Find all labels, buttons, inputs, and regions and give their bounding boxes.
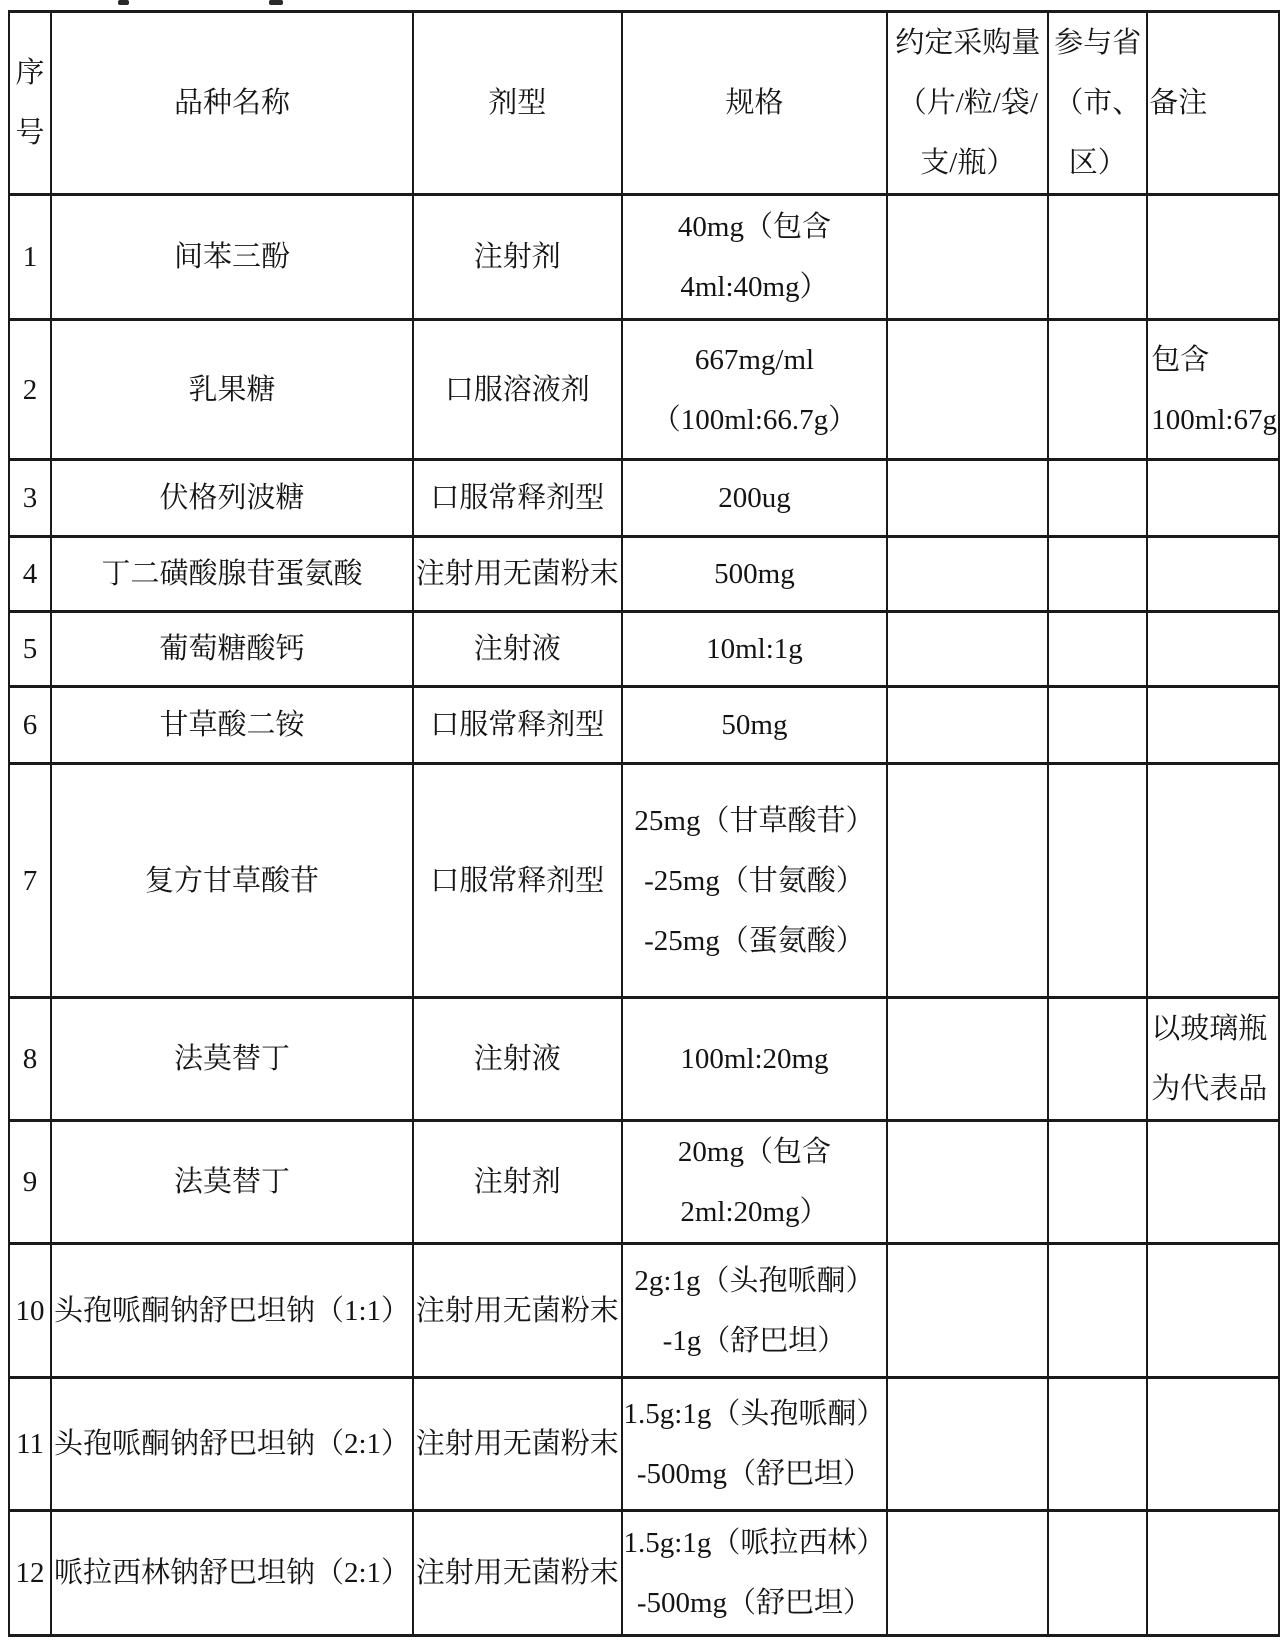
cell-remark: [1147, 195, 1279, 320]
cell-text-line: -500mg（舒巴坦）: [636, 1587, 873, 1619]
cell-text-line: 200ug: [718, 482, 791, 514]
cell-dosage-form: [413, 537, 622, 612]
cell-provinces: [1048, 764, 1147, 998]
clipped-title-fragment: [118, 0, 129, 5]
cell-remark: [1147, 687, 1279, 764]
column-header-spec: [622, 12, 888, 195]
cell-text-line: 法莫替丁: [173, 1043, 290, 1075]
cell-dosage-form: [413, 195, 622, 320]
cell-spec: [622, 460, 888, 537]
cell-provinces: [1048, 460, 1147, 537]
cell-spec: [622, 1121, 888, 1244]
cell-remark: [1147, 764, 1279, 998]
cell-quantity: [887, 195, 1048, 320]
cell-text-line: 3: [22, 482, 38, 514]
cell-index: [9, 1511, 51, 1636]
cell-text-line: 10ml:1g: [706, 633, 803, 665]
cell-spec: [622, 537, 888, 612]
cell-quantity: [887, 1378, 1048, 1511]
table-row: [9, 612, 1279, 687]
cell-name: [51, 460, 413, 537]
cell-quantity: [887, 998, 1048, 1121]
table-row: [9, 998, 1279, 1121]
cell-dosage-form: [413, 320, 622, 460]
cell-name: [51, 320, 413, 460]
cell-text-line: 2g:1g（头孢哌酮）: [634, 1264, 875, 1297]
table-row: [9, 195, 1279, 320]
cell-text-line: 葡萄糖酸钙: [159, 633, 305, 665]
cell-text-line: 500mg: [714, 558, 795, 590]
cell-text-line: 11: [16, 1428, 45, 1460]
cell-text-line: 头孢哌酮钠舒巴坦钠（1:1）: [53, 1294, 410, 1327]
table-row: [9, 1244, 1279, 1378]
cell-text-line: 1.5g:1g（头孢哌酮）: [623, 1398, 886, 1430]
cell-text-line: （片/粒/袋/: [897, 87, 1038, 119]
clipped-title-fragment: [269, 0, 283, 5]
cell-provinces: [1048, 195, 1147, 320]
cell-remark: [1147, 1378, 1279, 1511]
cell-text-line: 注射剂: [473, 241, 561, 273]
cell-dosage-form: [413, 687, 622, 764]
cell-text-line: 口服溶液剂: [444, 373, 590, 406]
cell-text-line: 头孢哌酮钠舒巴坦钠（2:1）: [53, 1428, 410, 1460]
cell-name: [51, 1378, 413, 1511]
cell-remark: [1147, 612, 1279, 687]
cell-dosage-form: [413, 1121, 622, 1244]
cell-quantity: [887, 537, 1048, 612]
column-header-remark: [1147, 12, 1279, 195]
cell-spec: [622, 1244, 888, 1378]
cell-text-line: 规格: [725, 87, 784, 119]
column-header-index: [9, 12, 51, 195]
cell-text-line: 10: [15, 1294, 45, 1327]
cell-dosage-form: [413, 998, 622, 1121]
cell-index: [9, 612, 51, 687]
cell-text-line: 100ml:67g: [1151, 403, 1277, 436]
cell-text-line: 以玻璃瓶: [1151, 1013, 1268, 1045]
cell-name: [51, 195, 413, 320]
table-row: [9, 537, 1279, 612]
table-row: [9, 1511, 1279, 1636]
cell-index: [9, 537, 51, 612]
cell-text-line: 2: [22, 373, 38, 406]
cell-text-line: 12: [15, 1557, 45, 1589]
cell-spec: [622, 612, 888, 687]
cell-text-line: 8: [22, 1043, 38, 1075]
cell-text-line: 丁二磺酸腺苷蛋氨酸: [101, 558, 363, 590]
cell-index: [9, 1121, 51, 1244]
cell-provinces: [1048, 1244, 1147, 1378]
cell-spec: [622, 1511, 888, 1636]
table-body: [9, 195, 1279, 1636]
cell-provinces: [1048, 687, 1147, 764]
cell-index: [9, 1244, 51, 1378]
cell-text-line: 约定采购量: [895, 27, 1041, 59]
cell-text-line: 区）: [1068, 147, 1127, 179]
column-header-quantity: [887, 12, 1048, 195]
cell-quantity: [887, 687, 1048, 764]
cell-quantity: [887, 1244, 1048, 1378]
cell-text-line: -1g（舒巴坦）: [662, 1324, 847, 1357]
cell-name: [51, 998, 413, 1121]
cell-name: [51, 1511, 413, 1636]
cell-text-line: 间苯三酚: [173, 241, 290, 273]
table-row: [9, 460, 1279, 537]
cell-text-line: 伏格列波糖: [159, 482, 305, 514]
cell-name: [51, 612, 413, 687]
cell-text-line: 注射用无菌粉末: [415, 1557, 619, 1589]
cell-text-line: 4ml:40mg）: [680, 271, 829, 303]
cell-text-line: 乳果糖: [188, 373, 276, 406]
cell-spec: [622, 195, 888, 320]
cell-text-line: 号: [15, 117, 45, 149]
cell-text-line: （100ml:66.7g）: [651, 403, 858, 436]
cell-text-line: 备注: [1149, 87, 1208, 119]
cell-text-line: 支/瓶）: [920, 147, 1016, 179]
table-row: [9, 764, 1279, 998]
cell-provinces: [1048, 1511, 1147, 1636]
cell-provinces: [1048, 320, 1147, 460]
cell-remark: [1147, 998, 1279, 1121]
cell-provinces: [1048, 1378, 1147, 1511]
cell-dosage-form: [413, 1378, 622, 1511]
cell-text-line: 为代表品: [1151, 1073, 1268, 1105]
cell-remark: [1147, 460, 1279, 537]
cell-provinces: [1048, 537, 1147, 612]
cell-name: [51, 687, 413, 764]
cell-index: [9, 195, 51, 320]
cell-text-line: 哌拉西林钠舒巴坦钠（2:1）: [53, 1557, 410, 1589]
column-header-name: [51, 12, 413, 195]
cell-text-line: 100ml:20mg: [680, 1043, 829, 1075]
column-header-provinces: [1048, 12, 1147, 195]
cell-text-line: 注射用无菌粉末: [415, 1294, 619, 1327]
cell-name: [51, 537, 413, 612]
cell-spec: [622, 1378, 888, 1511]
cell-text-line: 1.5g:1g（哌拉西林）: [623, 1527, 886, 1559]
cell-index: [9, 764, 51, 998]
cell-text-line: 5: [22, 633, 38, 665]
cell-text-line: 50mg: [721, 709, 788, 741]
cell-spec: [622, 764, 888, 998]
cell-text-line: 注射液: [473, 1043, 561, 1075]
cell-text-line: 7: [22, 864, 38, 897]
cell-index: [9, 320, 51, 460]
cell-quantity: [887, 612, 1048, 687]
cell-index: [9, 687, 51, 764]
cell-text-line: 667mg/ml: [694, 343, 815, 376]
cell-text-line: 4: [22, 558, 38, 590]
cell-text-line: -500mg（舒巴坦）: [636, 1458, 873, 1490]
cell-name: [51, 1121, 413, 1244]
cell-text-line: 6: [22, 709, 38, 741]
cell-text-line: -25mg（蛋氨酸）: [644, 924, 865, 957]
cell-name: [51, 1244, 413, 1378]
cell-remark: [1147, 320, 1279, 460]
cell-text-line: 40mg（包含: [677, 211, 831, 243]
cell-remark: [1147, 537, 1279, 612]
cell-text-line: 25mg（甘草酸苷）: [634, 804, 875, 837]
cell-text-line: 9: [22, 1166, 38, 1198]
cell-remark: [1147, 1244, 1279, 1378]
cell-text-line: 注射剂: [473, 1166, 561, 1198]
cell-text-line: 2ml:20mg）: [680, 1196, 829, 1228]
cell-text-line: 复方甘草酸苷: [144, 864, 319, 897]
cell-dosage-form: [413, 1244, 622, 1378]
cell-remark: [1147, 1511, 1279, 1636]
cell-index: [9, 998, 51, 1121]
cell-provinces: [1048, 612, 1147, 687]
cell-text-line: 序: [15, 57, 45, 89]
cell-index: [9, 1378, 51, 1511]
cell-text-line: 注射用无菌粉末: [415, 1428, 619, 1460]
cell-quantity: [887, 764, 1048, 998]
cell-text-line: 口服常释剂型: [430, 482, 605, 514]
cell-remark: [1147, 1121, 1279, 1244]
procurement-table: [8, 10, 1280, 1637]
cell-dosage-form: [413, 460, 622, 537]
cell-spec: [622, 687, 888, 764]
table-row: [9, 687, 1279, 764]
cell-index: [9, 460, 51, 537]
cell-text-line: 剂型: [488, 87, 547, 119]
cell-text-line: 注射用无菌粉末: [415, 558, 619, 590]
cell-text-line: （市、: [1054, 87, 1142, 119]
cell-text-line: 品种名称: [173, 87, 290, 119]
cell-text-line: 口服常释剂型: [430, 864, 605, 897]
cell-text-line: 甘草酸二铵: [159, 709, 305, 741]
cell-text-line: 口服常释剂型: [430, 709, 605, 741]
cell-quantity: [887, 1121, 1048, 1244]
column-header-dosage-form: [413, 12, 622, 195]
cell-dosage-form: [413, 764, 622, 998]
cell-text-line: 参与省: [1054, 27, 1142, 59]
cell-provinces: [1048, 1121, 1147, 1244]
cell-dosage-form: [413, 612, 622, 687]
cell-spec: [622, 998, 888, 1121]
cell-spec: [622, 320, 888, 460]
cell-text-line: 1: [22, 241, 38, 273]
cell-quantity: [887, 460, 1048, 537]
cell-quantity: [887, 320, 1048, 460]
cell-name: [51, 764, 413, 998]
table-row: [9, 1121, 1279, 1244]
table-header-row: [9, 12, 1279, 195]
cell-quantity: [887, 1511, 1048, 1636]
table-row: [9, 320, 1279, 460]
cell-dosage-form: [413, 1511, 622, 1636]
cell-text-line: 包含: [1151, 343, 1210, 376]
cell-text-line: 20mg（包含: [677, 1136, 831, 1168]
cell-provinces: [1048, 998, 1147, 1121]
cell-text-line: 法莫替丁: [173, 1166, 290, 1198]
cell-text-line: 注射液: [473, 633, 561, 665]
cell-text-line: -25mg（甘氨酸）: [644, 864, 865, 897]
table-row: [9, 1378, 1279, 1511]
